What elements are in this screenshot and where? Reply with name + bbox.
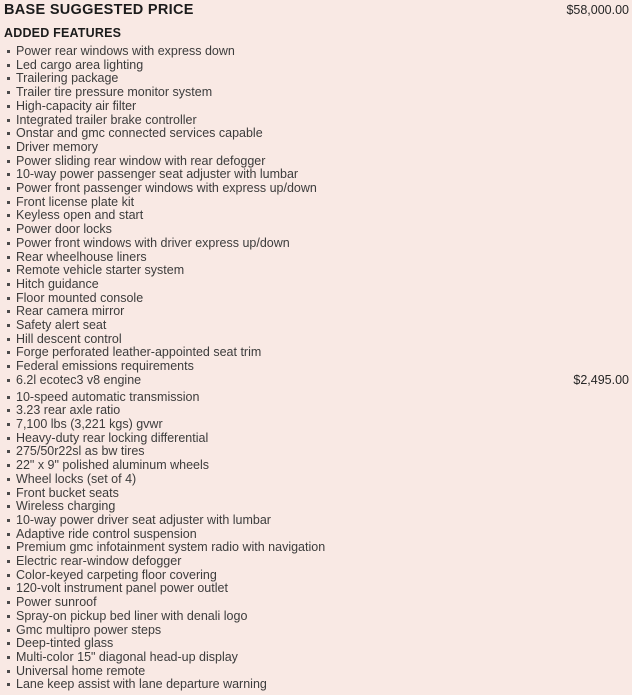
feature-item-label: 3.23 rear axle ratio: [16, 403, 121, 418]
bullet-icon: [7, 379, 10, 382]
bullet-icon: [7, 64, 10, 67]
bullet-icon: [7, 242, 10, 245]
feature-item: [4, 209, 629, 223]
feature-item: [4, 168, 629, 182]
feature-item-label: Safety alert seat: [16, 318, 107, 333]
feature-item-label: Universal home remote: [16, 663, 146, 678]
bullet-icon: [7, 324, 10, 327]
base-suggested-price-label: BASE SUGGESTED PRICE: [4, 2, 194, 18]
feature-item-label: Hill descent control: [16, 331, 122, 346]
bullet-icon: [7, 105, 10, 108]
bullet-icon: [7, 683, 10, 686]
bullet-icon: [7, 187, 10, 190]
feature-item: [4, 59, 629, 73]
bullet-icon: [7, 601, 10, 604]
feature-item: [4, 237, 629, 251]
feature-item: [4, 432, 629, 446]
feature-item-priced: [4, 374, 629, 388]
bullet-icon: [7, 505, 10, 508]
feature-item-label: Power rear windows with express down: [16, 44, 235, 58]
bullet-icon: [7, 533, 10, 536]
feature-item-label: Spray-on pickup bed liner with denali logo: [16, 608, 248, 623]
feature-item-label: Hitch guidance: [16, 276, 99, 291]
feature-item: [4, 391, 629, 405]
feature-item: [4, 555, 629, 569]
bullet-icon: [7, 297, 10, 300]
bullet-icon: [7, 173, 10, 176]
bullet-icon: [7, 560, 10, 563]
bullet-icon: [7, 656, 10, 659]
bullet-icon: [7, 146, 10, 149]
feature-item: [4, 319, 629, 333]
feature-item-label: Power front passenger windows with express up/down: [16, 181, 317, 196]
feature-item-label: Electric rear-window defogger: [16, 554, 182, 569]
bullet-icon: [7, 214, 10, 217]
feature-item: [4, 487, 629, 501]
feature-item-label: 120-volt instrument panel power outlet: [16, 581, 228, 596]
added-features-heading: ADDED FEATURES: [4, 26, 122, 40]
feature-item-label: Forge perforated leather-appointed seat trim: [16, 345, 262, 360]
feature-item: [4, 473, 629, 487]
feature-item-label: Remote vehicle starter system: [16, 263, 185, 278]
bullet-icon: [7, 587, 10, 590]
feature-item-label: Color-keyed carpeting floor covering: [16, 567, 217, 582]
feature-item-label: Rear wheelhouse liners: [16, 249, 147, 264]
bullet-icon: [7, 91, 10, 94]
feature-item: [4, 86, 629, 100]
bullet-icon: [7, 519, 10, 522]
bullet-icon: [7, 351, 10, 354]
added-features-list-part1: [4, 45, 629, 374]
feature-item: [4, 346, 629, 360]
bullet-icon: [7, 450, 10, 453]
bullet-icon: [7, 615, 10, 618]
bullet-icon: [7, 574, 10, 577]
feature-item: [4, 141, 629, 155]
feature-item: [4, 305, 629, 319]
feature-item: [4, 72, 629, 86]
feature-item-label: Front bucket seats: [16, 485, 119, 500]
feature-item-priced-label-wrap: [16, 374, 141, 388]
feature-price-value: $2,495.00: [573, 372, 629, 387]
feature-item: [4, 528, 629, 542]
feature-item-label: 7,100 lbs (3,221 kgs) gvwr: [16, 416, 163, 431]
feature-item: [4, 127, 629, 141]
feature-item-label: Heavy-duty rear locking differential: [16, 430, 209, 445]
feature-item-label: 22" x 9" polished aluminum wheels: [16, 458, 210, 473]
feature-item: [4, 196, 629, 210]
bullet-icon: [7, 396, 10, 399]
feature-item-label: 10-speed automatic transmission: [16, 389, 200, 404]
feature-item: [4, 418, 629, 432]
feature-item: [4, 360, 629, 374]
bullet-icon: [7, 642, 10, 645]
feature-item: [4, 514, 629, 528]
feature-item-label: Trailering package: [16, 71, 119, 86]
feature-item-label: Gmc multipro power steps: [16, 622, 162, 637]
feature-item-label: Multi-color 15" diagonal head-up display: [16, 649, 238, 664]
feature-item: [4, 264, 629, 278]
feature-item-label: High-capacity air filter: [16, 98, 137, 113]
bullet-icon: [7, 132, 10, 135]
bullet-icon: [7, 464, 10, 467]
feature-item: [4, 155, 629, 169]
bullet-icon: [7, 310, 10, 313]
feature-item-label: Driver memory: [16, 139, 98, 154]
bullet-icon: [7, 256, 10, 259]
feature-item-label: Adaptive ride control suspension: [16, 526, 197, 541]
feature-item: [4, 651, 629, 665]
feature-item-label: 10-way power driver seat adjuster with lumbar: [16, 512, 271, 527]
feature-item: [4, 637, 629, 651]
feature-item: [4, 114, 629, 128]
feature-item: [4, 610, 629, 624]
feature-item-label: Federal emissions requirements: [16, 359, 194, 374]
base-suggested-price-value: $58,000.00: [566, 3, 629, 17]
feature-item-label: Power front windows with driver express up/down: [16, 235, 290, 250]
feature-item: [4, 500, 629, 514]
feature-item: [4, 569, 629, 583]
feature-item: [4, 45, 629, 59]
feature-item-label: 275/50r22sl as bw tires: [16, 444, 145, 459]
feature-item-label: 10-way power passenger seat adjuster with lumbar: [16, 167, 299, 182]
bullet-icon: [7, 283, 10, 286]
feature-item-label: Wireless charging: [16, 499, 116, 514]
feature-item-label: Premium gmc infotainment system radio with navigation: [16, 540, 326, 555]
feature-item-label: Power sliding rear window with rear defogger: [16, 153, 266, 168]
bullet-icon: [7, 269, 10, 272]
feature-item: [4, 596, 629, 610]
feature-item: [4, 223, 629, 237]
base-price-row: [4, 2, 629, 19]
feature-item-priced-label: 6.2l ecotec3 v8 engine: [16, 372, 142, 387]
bullet-icon: [7, 338, 10, 341]
feature-item-label: Led cargo area lighting: [16, 57, 144, 72]
feature-item: [4, 292, 629, 306]
feature-item: [4, 459, 629, 473]
feature-item: [4, 251, 629, 265]
feature-item-label: Rear camera mirror: [16, 304, 125, 319]
feature-item-label: Power sunroof: [16, 595, 97, 610]
bullet-icon: [7, 478, 10, 481]
bullet-icon: [7, 437, 10, 440]
bullet-icon: [7, 492, 10, 495]
bullet-icon: [7, 201, 10, 204]
feature-item: [4, 678, 629, 692]
bullet-icon: [7, 77, 10, 80]
feature-item: [4, 582, 629, 596]
bullet-icon: [7, 50, 10, 53]
feature-item-label: Onstar and gmc connected services capable: [16, 126, 263, 141]
added-features-list-part2: [4, 391, 629, 692]
feature-item: [4, 404, 629, 418]
feature-item-label: Deep-tinted glass: [16, 636, 114, 651]
feature-item: [4, 541, 629, 555]
feature-item-label: Front license plate kit: [16, 194, 135, 209]
feature-item-label: Lane keep assist with lane departure warning: [16, 677, 267, 692]
bullet-icon: [7, 670, 10, 673]
feature-item: [4, 182, 629, 196]
feature-item: [4, 100, 629, 114]
bullet-icon: [7, 423, 10, 426]
bullet-icon: [7, 629, 10, 632]
feature-item-label: Trailer tire pressure monitor system: [16, 85, 213, 100]
bullet-icon: [7, 409, 10, 412]
bullet-icon: [7, 546, 10, 549]
bullet-icon: [7, 119, 10, 122]
bullet-icon: [7, 365, 10, 368]
feature-item: [4, 665, 629, 679]
feature-item-label: Keyless open and start: [16, 208, 144, 223]
feature-item-label: Floor mounted console: [16, 290, 144, 305]
feature-item: [4, 445, 629, 459]
bullet-icon: [7, 228, 10, 231]
bullet-icon: [7, 160, 10, 163]
feature-item-label: Integrated trailer brake controller: [16, 112, 197, 127]
feature-item: [4, 624, 629, 638]
feature-item-label: Wheel locks (set of 4): [16, 471, 137, 486]
feature-item: [4, 278, 629, 292]
feature-item-label: Power door locks: [16, 222, 112, 237]
feature-item: [4, 333, 629, 347]
